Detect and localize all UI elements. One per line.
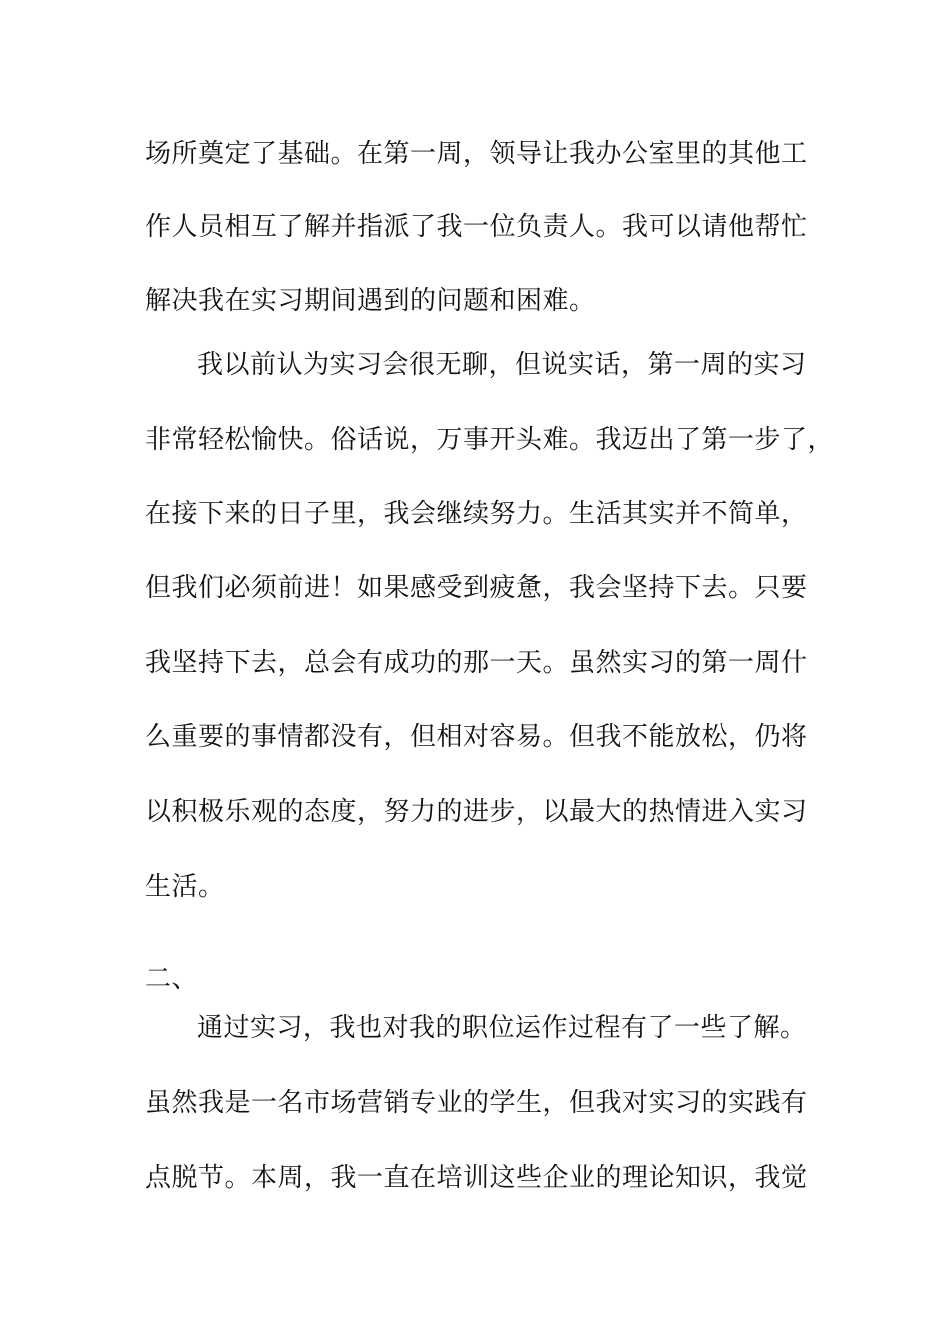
text-line: 生活。 [145,872,225,902]
text-line: 虽然我是一名市场营销专业的学生，但我对实习的实践有 [145,1088,808,1118]
text-line: 我坚持下去，总会有成功的那一天。虽然实习的第一周什 [145,648,808,678]
text-line: 非常轻松愉快。俗话说，万事开头难。我迈出了第一步了， [145,425,835,455]
text-line: 在接下来的日子里，我会继续努力。生活其实并不简单， [145,499,808,529]
text-line: 通过实习，我也对我的职位运作过程有了一些了解。 [197,1013,807,1043]
text-line: 场所奠定了基础。在第一周，领导让我办公室里的其他工 [145,139,808,169]
text-line: 但我们必须前进！如果感受到疲惫，我会坚持下去。只要 [145,573,808,603]
text-line: 解决我在实习期间遇到的问题和困难。 [145,286,596,316]
text-line: 以积极乐观的态度，努力的进步，以最大的热情进入实习 [145,797,808,827]
text-line: 点脱节。本周，我一直在培训这些企业的理论知识，我觉 [145,1163,808,1193]
text-line: 作人员相互了解并指派了我一位负责人。我可以请他帮忙 [145,212,808,242]
section-heading: 二、 [145,964,199,994]
text-line: 我以前认为实习会很无聊，但说实话，第一周的实习 [197,350,807,380]
text-line: 么重要的事情都没有，但相对容易。但我不能放松，仍将 [145,722,808,752]
